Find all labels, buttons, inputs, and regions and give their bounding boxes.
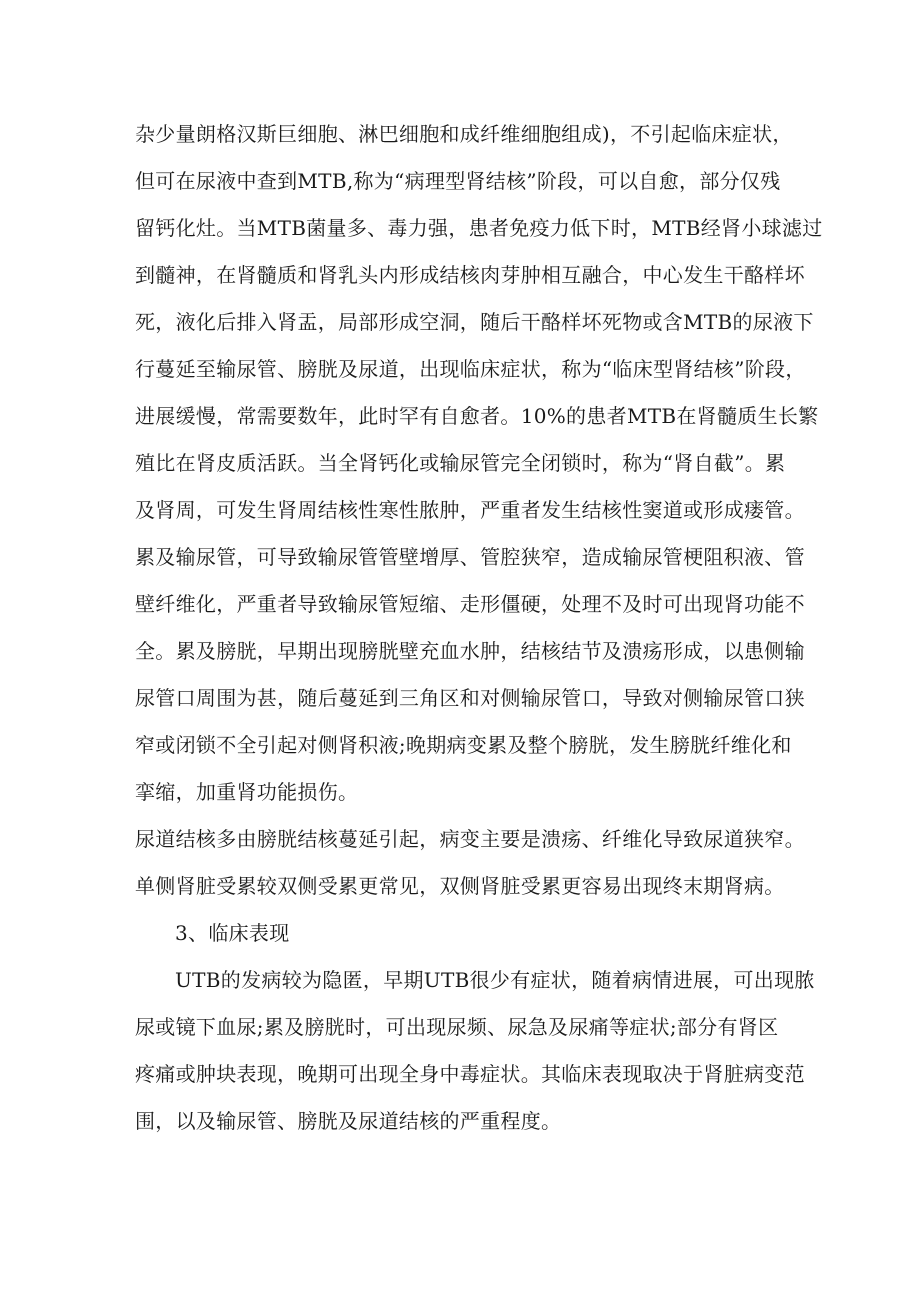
text-line: 尿管口周围为甚，随后蔓延到三角区和对侧输尿管口，导致对侧输尿管口狭 (135, 686, 805, 710)
text-line: UTB的发病较为隐匿，早期UTB很少有症状，随着病情进展，可出现脓 (175, 968, 815, 992)
section-heading: 3、临床表现 (175, 921, 290, 945)
text-line: 杂少量朗格汉斯巨细胞、淋巴细胞和成纤维细胞组成)，不引起临床症状， (135, 122, 793, 146)
text-line: 窄或闭锁不全引起对侧肾积液;晚期病变累及整个膀胱，发生膀胱纤维化和 (135, 733, 792, 757)
text-line: 尿道结核多由膀胱结核蔓延引起，病变主要是溃疡、纤维化导致尿道狭窄。 (135, 827, 805, 851)
text-line: 及肾周，可发生肾周结核性寒性脓肿，严重者发生结核性窦道或形成瘘管。 (135, 498, 805, 522)
text-line: 围，以及输尿管、膀胱及尿道结核的严重程度。 (135, 1109, 562, 1133)
text-line: 单侧肾脏受累较双侧受累更常见，双侧肾脏受累更容易出现终末期肾病。 (135, 874, 785, 898)
text-line: 疼痛或肿块表现，晚期可出现全身中毒症状。其临床表现取决于肾脏病变范 (135, 1062, 805, 1086)
text-line: 留钙化灶。当MTB菌量多、毒力强，患者免疫力低下时，MTB经肾小球滤过 (135, 216, 823, 240)
text-line: 殖比在肾皮质活跃。当全肾钙化或输尿管完全闭锁时，称为“肾自截”。累 (135, 451, 786, 475)
text-line: 进展缓慢，常需要数年，此时罕有自愈者。10%的患者MTB在肾髓质生长繁 (135, 404, 819, 428)
text-line: 但可在尿液中查到MTB,称为“病理型肾结核”阶段，可以自愈，部分仅残 (135, 169, 781, 193)
text-line: 壁纤维化，严重者导致输尿管短缩、走形僵硬，处理不及时可出现肾功能不 (135, 592, 805, 616)
text-line: 全。累及膀胱，早期出现膀胱壁充血水肿，结核结节及溃疡形成，以患侧输 (135, 639, 805, 663)
text-line: 行蔓延至输尿管、膀胱及尿道，出现临床症状，称为“临床型肾结核”阶段， (135, 357, 806, 381)
text-line: 尿或镜下血尿;累及膀胱时，可出现尿频、尿急及尿痛等症状;部分有肾区 (135, 1015, 779, 1039)
text-line: 累及输尿管，可导致输尿管管壁增厚、管腔狭窄，造成输尿管梗阻积液、管 (135, 545, 805, 569)
text-line: 到髓神，在肾髓质和肾乳头内形成结核肉芽肿相互融合，中心发生干酪样坏 (135, 263, 805, 287)
text-line: 挛缩，加重肾功能损伤。 (135, 780, 359, 804)
text-line: 死，液化后排入肾盂，局部形成空洞，随后干酪样坏死物或含MTB的尿液下 (135, 310, 814, 334)
